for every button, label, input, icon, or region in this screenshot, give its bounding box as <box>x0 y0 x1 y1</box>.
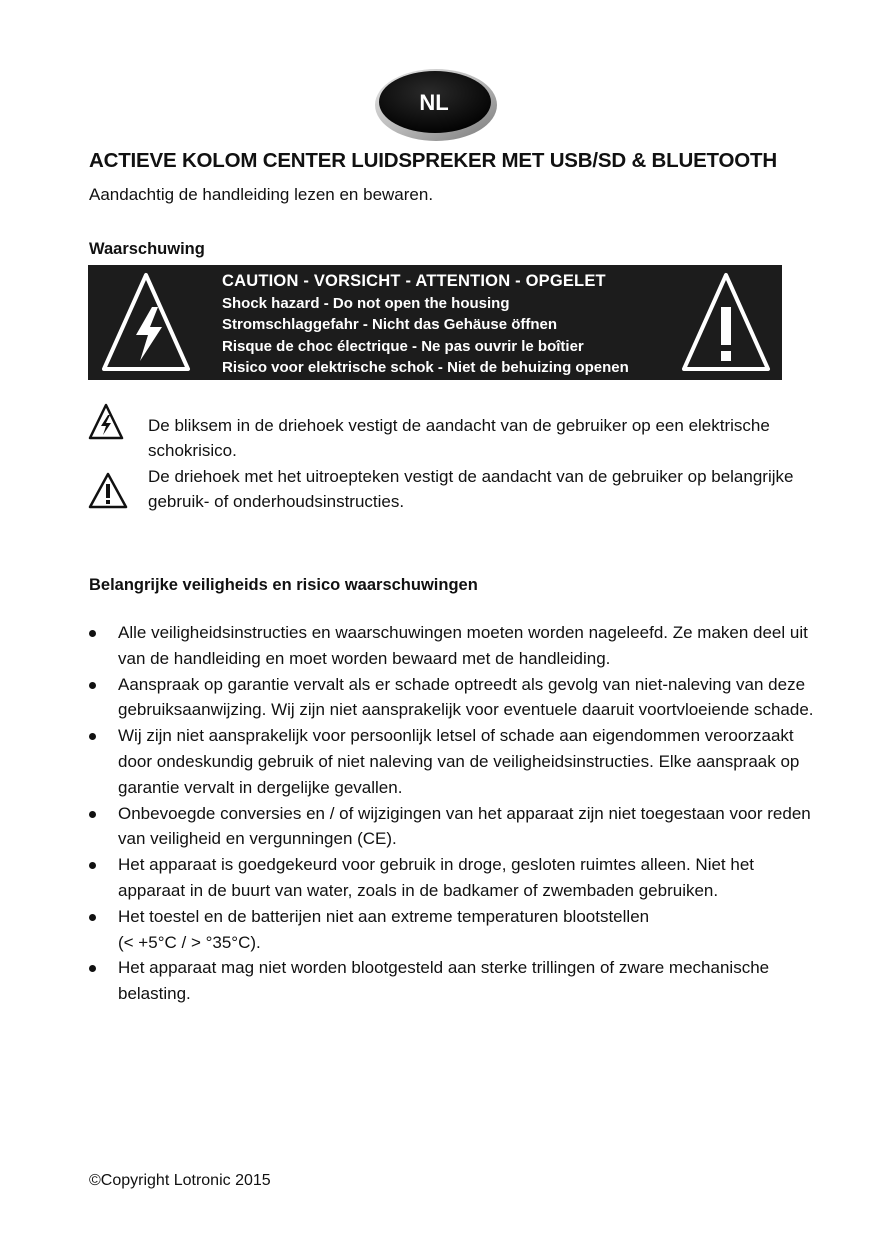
caution-line-de: Stromschlaggefahr - Nicht das Gehäuse öffnen <box>222 316 558 333</box>
caution-title-line: CAUTION - VORSICHT - ATTENTION - OPGELET <box>222 272 606 290</box>
list-item-text: Het apparaat mag niet worden blootgesteld aan sterke trillingen of zware mechanische belasting. <box>118 958 770 1004</box>
caution-line-fr: Risque de choc électrique - Ne pas ouvrir le boîtier <box>222 337 584 355</box>
list-item-text: Aanspraak op garantie vervalt als er schade optreedt als gevolg van niet-naleving van deze gebruiksaanwijzing. Wij zijn niet aansprakelijk voor eventuele daaruit voortvloeiende schade. <box>118 674 814 720</box>
caution-text-block <box>222 271 682 379</box>
bullet-icon <box>89 682 96 689</box>
shock-warning-icon <box>100 271 192 375</box>
list-item <box>89 955 819 1007</box>
safety-list <box>89 620 819 1007</box>
list-item <box>89 904 819 956</box>
copyright-footer: ©Copyright Lotronic 2015 <box>89 1172 271 1189</box>
list-item <box>89 672 819 724</box>
language-badge-label: NL <box>419 90 449 115</box>
list-item-text: Alle veiligheidsinstructies en waarschuwingen moeten worden nageleefd. Ze maken deel uit van de handleiding en moet worden bewaard met de handleiding. <box>118 623 808 668</box>
exclamation-symbol-description: De driehoek met het uitroepteken vestigt de aandacht van de gebruiker op belangrijke gebruik- of onderhoudsinstructies. <box>148 467 794 511</box>
caution-banner <box>88 265 782 380</box>
list-item <box>89 852 819 904</box>
lightning-triangle-icon <box>88 403 124 441</box>
list-item-text: Onbevoegde conversies en / of wijzigingen van het apparaat zijn niet toegestaan voor reden van veiligheid en vergunningen (CE). <box>118 803 811 849</box>
language-badge <box>374 66 498 142</box>
language-badge-icon <box>374 66 498 142</box>
list-item-text: Het apparaat is goedgekeurd voor gebruik in droge, gesloten ruimtes alleen. Niet het apparaat in de buurt van water, zoals in de badkamer of zwembaden gebruiken. <box>118 855 754 900</box>
warning-heading: Waarschuwing <box>89 240 205 258</box>
list-item <box>89 620 819 672</box>
bullet-icon <box>89 811 96 818</box>
list-item-text: Wij zijn niet aansprakelijk voor persoonlijk letsel of schade aan eigendommen veroorzaakt door ondeskundig gebruik of niet naleving van de veiligheidsinstructies. Elke aanspraak op garantie vervalt in dergelijke gevallen. <box>118 726 800 797</box>
list-item <box>89 801 819 853</box>
bullet-icon <box>89 862 96 869</box>
list-item-text: Het toestel en de batterijen niet aan extreme temperaturen blootstellen (< +5°C / > °35°C). <box>118 906 650 952</box>
bullet-icon <box>89 965 96 972</box>
document-subtitle: Aandachtig de handleiding lezen en bewaren. <box>89 185 434 204</box>
bullet-icon <box>89 733 96 740</box>
exclamation-warning-icon <box>680 271 772 375</box>
caution-line-nl: Risico voor elektrische schok - Niet de behuizing openen <box>222 359 629 376</box>
lightning-symbol-description: De bliksem in de driehoek vestigt de aandacht van de gebruiker op een elektrische schokrisico. <box>148 416 770 460</box>
bullet-icon <box>89 914 96 921</box>
exclamation-triangle-icon <box>88 472 128 510</box>
caution-line-en: Shock hazard - Do not open the housing <box>222 294 510 312</box>
list-item <box>89 723 819 800</box>
safety-heading: Belangrijke veiligheids en risico waarschuwingen <box>89 576 478 594</box>
document-title: ACTIEVE KOLOM CENTER LUIDSPREKER MET USB/SD & BLUETOOTH <box>89 149 777 172</box>
bullet-icon <box>89 630 96 637</box>
